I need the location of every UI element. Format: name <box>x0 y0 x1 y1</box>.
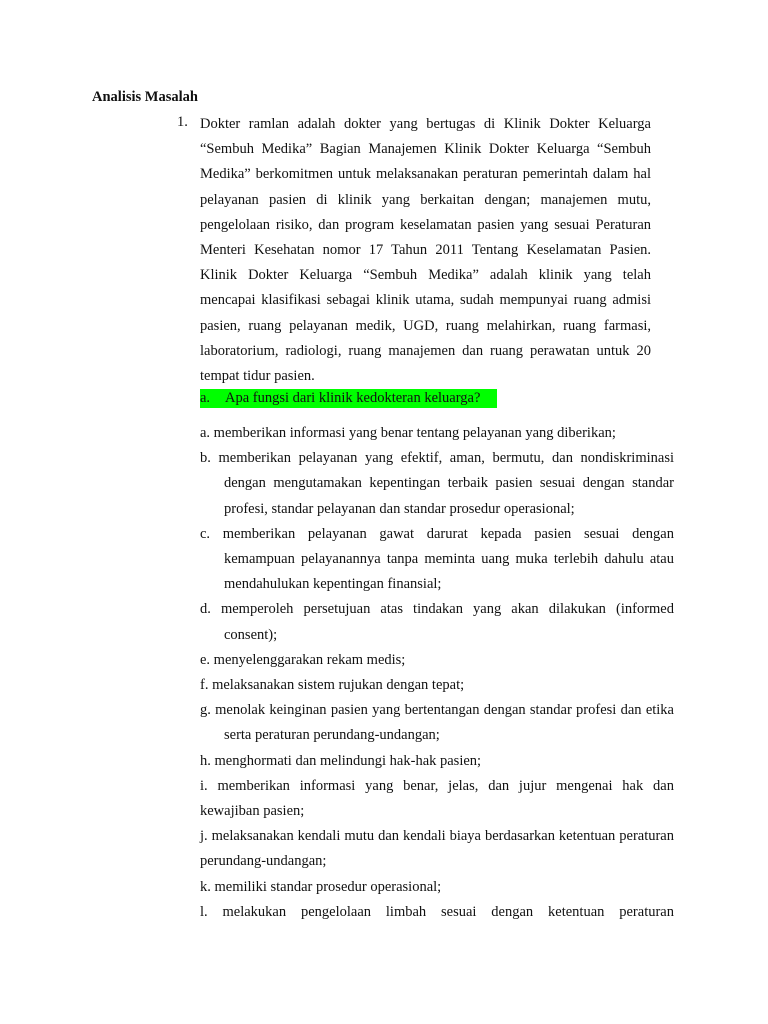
case-paragraph: Dokter ramlan adalah dokter yang bertugas di Klinik Dokter Keluarga “Sembuh Medika” Bagian Manajemen Klinik Dokter Keluarga “Sembuh Medika” berkomitmen untuk melaksanakan peraturan pemerintah dalam hal pelayanan pasien di klinik yang berkaitan dengan; manajemen mutu, pengelolaan risiko, dan program keselamatan pasien yang sesuai Peraturan Menteri Kesehatan nomor 17 Tahun 2011 Tentang Keselamatan Pasien. Klinik Dokter Keluarga “Sembuh Medika” adalah klinik yang telah mencapai klasifikasi sebagai klinik utama, sudah mempunyai ruang admisi pasien, ruang pelayanan medik, UGD, ruang melahirkan, ruang farmasi, laboratorium, radiologi, ruang manajemen dan ruang perawatan untuk 20 tempat tidur pasien. <box>200 116 651 385</box>
answer-list <box>200 421 674 925</box>
answer-item-c: c. memberikan pelayanan gawat darurat kepada pasien sesuai dengan kemampuan pelayanannya tanpa meminta uang muka terlebih dahulu atau mendahulukan kepentingan finansial; <box>200 525 674 593</box>
answer-item-d: d. memperoleh persetujuan atas tindakan yang akan dilakukan (informed consent); <box>200 601 674 643</box>
answer-item-a: a. memberikan informasi yang benar tentang pelayanan yang diberikan; <box>200 425 616 441</box>
answer-item-l: l. melakukan pengelolaan limbah sesuai dengan ketentuan peraturan <box>200 903 674 920</box>
answer-item-e: e. menyelenggarakan rekam medis; <box>200 651 406 668</box>
question-letter: a. <box>200 390 211 406</box>
question-text: Apa fungsi dari klinik kedokteran keluarga? <box>225 390 481 406</box>
answer-item-i: i. memberikan informasi yang benar, jelas, dan jujur mengenai hak dan kewajiban pasien; <box>200 777 674 820</box>
answer-item-j: j. melaksanakan kendali mutu dan kendali biaya berdasarkan ketentuan peraturan perundang-undangan; <box>200 828 674 870</box>
answer-item-k: k. memiliki standar prosedur operasional; <box>200 878 442 895</box>
answer-item-h: h. menghormati dan melindungi hak-hak pasien; <box>200 752 482 769</box>
answer-item-g: g. menolak keinginan pasien yang bertentangan dengan standar profesi dan etika serta peraturan perundang-undangan; <box>200 702 674 744</box>
answer-item-f: f. melaksanakan sistem rujukan dengan tepat; <box>200 677 465 694</box>
section-heading: Analisis Masalah <box>92 89 198 105</box>
highlighted-question <box>200 389 497 408</box>
list-item-number: 1. <box>177 114 188 130</box>
answer-item-b: b. memberikan pelayanan yang efektif, aman, bermutu, dan nondiskriminasi dengan mengutamakan kepentingan terbaik pasien sesuai dengan standar profesi, standar pelayanan dan standar prosedur operasional; <box>200 450 674 517</box>
